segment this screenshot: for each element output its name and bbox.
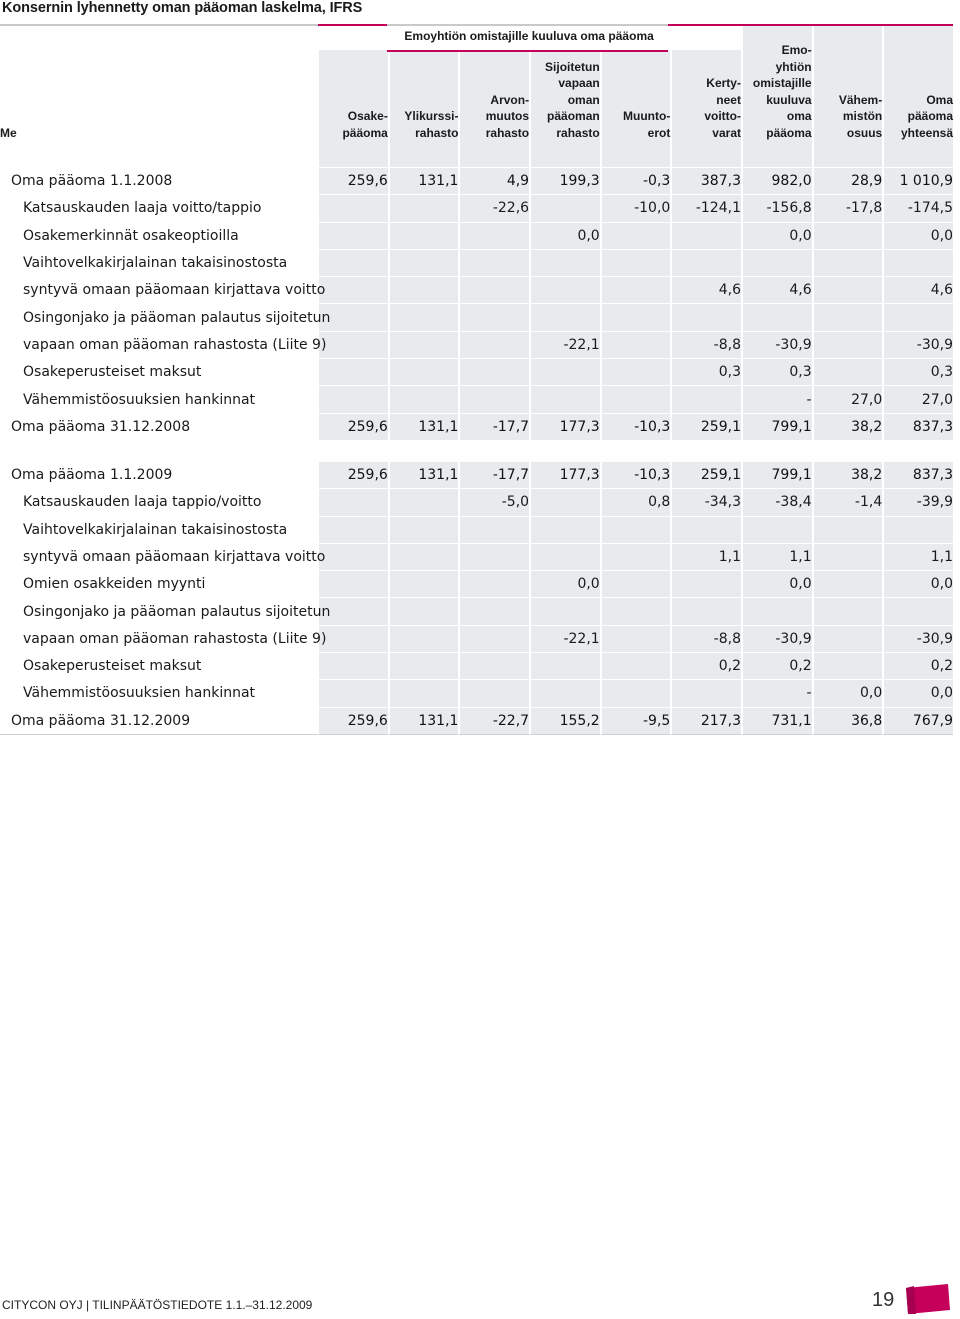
table-row (0, 571, 953, 598)
value-cell: -9,5 (600, 708, 671, 735)
value-cell (600, 359, 671, 386)
value-cell (388, 277, 459, 304)
value-cell (812, 441, 883, 462)
value-cell (812, 277, 883, 304)
value-cell (458, 626, 529, 653)
table-row (0, 195, 953, 222)
value-cell: 217,3 (670, 708, 741, 735)
value-cell: 199,3 (529, 168, 600, 195)
value-cell (670, 304, 741, 331)
value-cell (458, 304, 529, 331)
group-accent-rule (387, 50, 668, 52)
value-cell (812, 544, 883, 571)
value-cell: 0,0 (882, 223, 953, 250)
value-cell (882, 304, 953, 331)
value-cell: 4,6 (741, 277, 812, 304)
value-cell (741, 304, 812, 331)
row-label: Vaihtovelkakirjalainan takaisinostosta (0, 517, 317, 544)
row-label: syntyvä omaan pääomaan kirjattava voitto (0, 544, 317, 571)
table-row (0, 304, 953, 331)
table-row (0, 332, 953, 359)
value-cell: -174,5 (882, 195, 953, 222)
value-cell (458, 571, 529, 598)
table-row (0, 386, 953, 413)
balance-row (0, 414, 953, 441)
value-cell (388, 223, 459, 250)
column-header: Ylikurssi- rahasto (388, 50, 459, 141)
value-cell: 0,0 (882, 571, 953, 598)
value-cell (317, 386, 388, 413)
table-row (0, 277, 953, 304)
value-cell (600, 653, 671, 680)
value-cell (529, 195, 600, 222)
value-cell (388, 386, 459, 413)
value-cell: 4,9 (458, 168, 529, 195)
value-cell: 0,0 (529, 223, 600, 250)
value-cell: 799,1 (741, 462, 812, 489)
value-cell (317, 489, 388, 516)
emo-total-header: Emo- yhtiön omistajille kuuluva oma pääoma (741, 24, 812, 141)
value-cell: 1 010,9 (882, 168, 953, 195)
value-cell (812, 598, 883, 625)
value-cell: 259,1 (670, 414, 741, 441)
value-cell (529, 250, 600, 277)
value-cell (317, 441, 388, 462)
value-cell: -38,4 (741, 489, 812, 516)
value-cell (458, 359, 529, 386)
value-cell (670, 141, 741, 168)
value-cell (600, 250, 671, 277)
value-cell (529, 277, 600, 304)
row-label: Oma pääoma 31.12.2009 (0, 708, 317, 735)
value-cell (600, 277, 671, 304)
row-label: Oma pääoma 1.1.2008 (0, 168, 317, 195)
row-label: Oma pääoma 1.1.2009 (0, 462, 317, 489)
balance-row (0, 462, 953, 489)
table-row (0, 626, 953, 653)
value-cell: -1,4 (812, 489, 883, 516)
value-cell (600, 223, 671, 250)
value-cell: 155,2 (529, 708, 600, 735)
value-cell (317, 223, 388, 250)
value-cell (812, 517, 883, 544)
value-cell (458, 332, 529, 359)
row-label: Osakeperusteiset maksut (0, 359, 317, 386)
value-cell (812, 304, 883, 331)
value-cell (600, 598, 671, 625)
value-cell: 1,1 (882, 544, 953, 571)
value-cell (458, 680, 529, 707)
value-cell (388, 598, 459, 625)
row-label: Vähemmistöosuuksien hankinnat (0, 386, 317, 413)
value-cell (529, 359, 600, 386)
value-cell (882, 598, 953, 625)
value-cell: -17,8 (812, 195, 883, 222)
value-cell: 259,6 (317, 168, 388, 195)
value-cell (317, 359, 388, 386)
value-cell: 177,3 (529, 414, 600, 441)
value-cell (600, 680, 671, 707)
value-cell: 27,0 (882, 386, 953, 413)
table-row (0, 489, 953, 516)
value-cell (388, 626, 459, 653)
value-cell (317, 544, 388, 571)
value-cell: 177,3 (529, 462, 600, 489)
value-cell: 38,2 (812, 414, 883, 441)
value-cell: 28,9 (812, 168, 883, 195)
value-cell (388, 304, 459, 331)
row-label (0, 141, 317, 168)
spacer-row (0, 141, 953, 168)
value-cell (317, 195, 388, 222)
value-cell: -34,3 (670, 489, 741, 516)
table-row (0, 653, 953, 680)
value-cell (388, 141, 459, 168)
value-cell: 1,1 (670, 544, 741, 571)
value-cell: 4,6 (670, 277, 741, 304)
value-cell (670, 680, 741, 707)
page-title: Konsernin lyhennetty oman pääoman laskelma, IFRS (2, 0, 363, 16)
value-cell (670, 517, 741, 544)
value-cell (812, 223, 883, 250)
value-cell (741, 141, 812, 168)
value-cell: -30,9 (882, 332, 953, 359)
value-cell: 387,3 (670, 168, 741, 195)
value-cell: 837,3 (882, 462, 953, 489)
value-cell (388, 250, 459, 277)
value-cell: 837,3 (882, 414, 953, 441)
value-cell: -17,7 (458, 414, 529, 441)
value-cell: 0,0 (882, 680, 953, 707)
value-cell: 0,2 (741, 653, 812, 680)
value-cell (600, 386, 671, 413)
footer-text: CITYCON OYJ | TILINPÄÄTÖSTIEDOTE 1.1.–31.12.2009 (2, 1298, 313, 1312)
value-cell (529, 386, 600, 413)
value-cell (529, 141, 600, 168)
row-label: Katsauskauden laaja voitto/tappio (0, 195, 317, 222)
value-cell: -0,3 (600, 168, 671, 195)
value-cell (670, 250, 741, 277)
value-cell: 259,6 (317, 462, 388, 489)
value-cell (317, 332, 388, 359)
value-cell (882, 250, 953, 277)
minority-header: Vähem- mistön osuus (812, 24, 883, 141)
value-cell (529, 680, 600, 707)
value-cell: 1,1 (741, 544, 812, 571)
row-label: Omien osakkeiden myynti (0, 571, 317, 598)
value-cell (741, 598, 812, 625)
value-cell: - (741, 386, 812, 413)
value-cell (600, 626, 671, 653)
value-cell (600, 141, 671, 168)
value-cell: -22,1 (529, 332, 600, 359)
value-cell (529, 544, 600, 571)
value-cell (741, 517, 812, 544)
value-cell (670, 223, 741, 250)
value-cell: -39,9 (882, 489, 953, 516)
value-cell (317, 141, 388, 168)
value-cell (458, 277, 529, 304)
value-cell: 259,1 (670, 462, 741, 489)
column-header: Arvon- muutos rahasto (458, 50, 529, 141)
row-label: Osakemerkinnät osakeoptioilla (0, 223, 317, 250)
value-cell (670, 598, 741, 625)
value-cell (388, 489, 459, 516)
value-cell: 0,3 (670, 359, 741, 386)
value-cell: - (741, 680, 812, 707)
value-cell: 0,0 (741, 571, 812, 598)
value-cell (600, 544, 671, 571)
table-row (0, 250, 953, 277)
value-cell: 4,6 (882, 277, 953, 304)
value-cell (812, 250, 883, 277)
value-cell: -10,0 (600, 195, 671, 222)
value-cell: -22,1 (529, 626, 600, 653)
value-cell: 799,1 (741, 414, 812, 441)
value-cell (458, 141, 529, 168)
value-cell (670, 386, 741, 413)
value-cell: -8,8 (670, 332, 741, 359)
page-number: 19 (872, 1289, 895, 1311)
value-cell (529, 653, 600, 680)
value-cell: 259,6 (317, 708, 388, 735)
value-cell: 131,1 (388, 414, 459, 441)
value-cell: 131,1 (388, 462, 459, 489)
value-cell (458, 598, 529, 625)
row-label: Osingonjako ja pääoman palautus sijoitetun (0, 304, 317, 331)
value-cell: -10,3 (600, 462, 671, 489)
value-cell: -30,9 (741, 332, 812, 359)
value-cell (388, 653, 459, 680)
value-cell (388, 571, 459, 598)
value-cell: 0,8 (600, 489, 671, 516)
value-cell (529, 489, 600, 516)
value-cell: -8,8 (670, 626, 741, 653)
value-cell (812, 653, 883, 680)
value-cell (458, 386, 529, 413)
value-cell: -30,9 (741, 626, 812, 653)
group-header: Emoyhtiön omistajille kuuluva oma pääoma (404, 28, 654, 43)
balance-row (0, 708, 953, 735)
value-cell (812, 359, 883, 386)
value-cell: -156,8 (741, 195, 812, 222)
value-cell (812, 626, 883, 653)
value-cell: 36,8 (812, 708, 883, 735)
row-label: Vähemmistöosuuksien hankinnat (0, 680, 317, 707)
value-cell (600, 517, 671, 544)
column-header: Kerty- neet voitto- varat (670, 50, 741, 141)
value-cell: 0,2 (670, 653, 741, 680)
value-cell (388, 544, 459, 571)
value-cell (388, 441, 459, 462)
row-label: Osakeperusteiset maksut (0, 653, 317, 680)
value-cell (529, 304, 600, 331)
table-row (0, 680, 953, 707)
row-label: vapaan oman pääoman rahastosta (Liite 9) (0, 626, 317, 653)
value-cell: -30,9 (882, 626, 953, 653)
value-cell: 38,2 (812, 462, 883, 489)
value-cell (317, 680, 388, 707)
value-cell: 131,1 (388, 708, 459, 735)
brand-flag-icon (904, 1284, 952, 1316)
value-cell (882, 141, 953, 168)
value-cell: 767,9 (882, 708, 953, 735)
value-cell (812, 571, 883, 598)
value-cell (317, 653, 388, 680)
row-label: Katsauskauden laaja tappio/voitto (0, 489, 317, 516)
value-cell (812, 332, 883, 359)
value-cell (670, 571, 741, 598)
value-cell (458, 544, 529, 571)
table-row (0, 223, 953, 250)
value-cell: 0,0 (529, 571, 600, 598)
column-header: Muunto- erot (600, 50, 671, 141)
value-cell (529, 598, 600, 625)
row-label: vapaan oman pääoman rahastosta (Liite 9) (0, 332, 317, 359)
value-cell (388, 517, 459, 544)
row-label: syntyvä omaan pääomaan kirjattava voitto (0, 277, 317, 304)
value-cell: -17,7 (458, 462, 529, 489)
value-cell: 0,3 (882, 359, 953, 386)
value-cell (388, 195, 459, 222)
value-cell: 27,0 (812, 386, 883, 413)
value-cell (388, 680, 459, 707)
spacer-row (0, 441, 953, 462)
equity-statement-table (0, 24, 953, 735)
value-cell (600, 304, 671, 331)
value-cell (388, 359, 459, 386)
value-cell (458, 441, 529, 462)
value-cell (529, 517, 600, 544)
value-cell (600, 332, 671, 359)
value-cell (458, 250, 529, 277)
value-cell (600, 441, 671, 462)
value-cell: 259,6 (317, 414, 388, 441)
value-cell (317, 250, 388, 277)
column-header: Sijoitetun vapaan oman pääoman rahasto (529, 50, 600, 141)
total-header: Oma pääoma yhteensä (882, 24, 953, 141)
column-header: Osake- pääoma (317, 50, 388, 141)
value-cell: 0,3 (741, 359, 812, 386)
value-cell (600, 571, 671, 598)
value-cell (670, 441, 741, 462)
value-cell (741, 250, 812, 277)
row-label-header: Me (0, 125, 17, 140)
value-cell: -124,1 (670, 195, 741, 222)
row-label: Oma pääoma 31.12.2008 (0, 414, 317, 441)
value-cell: -22,7 (458, 708, 529, 735)
value-cell (882, 517, 953, 544)
value-cell (812, 141, 883, 168)
value-cell (317, 571, 388, 598)
row-label: Vaihtovelkakirjalainan takaisinostosta (0, 250, 317, 277)
value-cell: 0,2 (882, 653, 953, 680)
value-cell (458, 223, 529, 250)
value-cell: 0,0 (741, 223, 812, 250)
row-label (0, 441, 317, 462)
value-cell (882, 441, 953, 462)
value-cell: 731,1 (741, 708, 812, 735)
value-cell: -10,3 (600, 414, 671, 441)
row-label: Osingonjako ja pääoman palautus sijoitetun (0, 598, 317, 625)
accent-rule (668, 24, 953, 26)
value-cell (388, 332, 459, 359)
table-row (0, 359, 953, 386)
value-cell: 131,1 (388, 168, 459, 195)
value-cell: -5,0 (458, 489, 529, 516)
balance-row (0, 168, 953, 195)
value-cell (741, 441, 812, 462)
value-cell (458, 517, 529, 544)
table-row (0, 517, 953, 544)
table-row (0, 544, 953, 571)
value-cell (458, 653, 529, 680)
accent-rule (318, 24, 387, 26)
value-cell: -22,6 (458, 195, 529, 222)
value-cell (317, 277, 388, 304)
value-cell (317, 626, 388, 653)
value-cell (317, 517, 388, 544)
value-cell: 0,0 (812, 680, 883, 707)
table-row (0, 598, 953, 625)
value-cell (529, 441, 600, 462)
value-cell: 982,0 (741, 168, 812, 195)
